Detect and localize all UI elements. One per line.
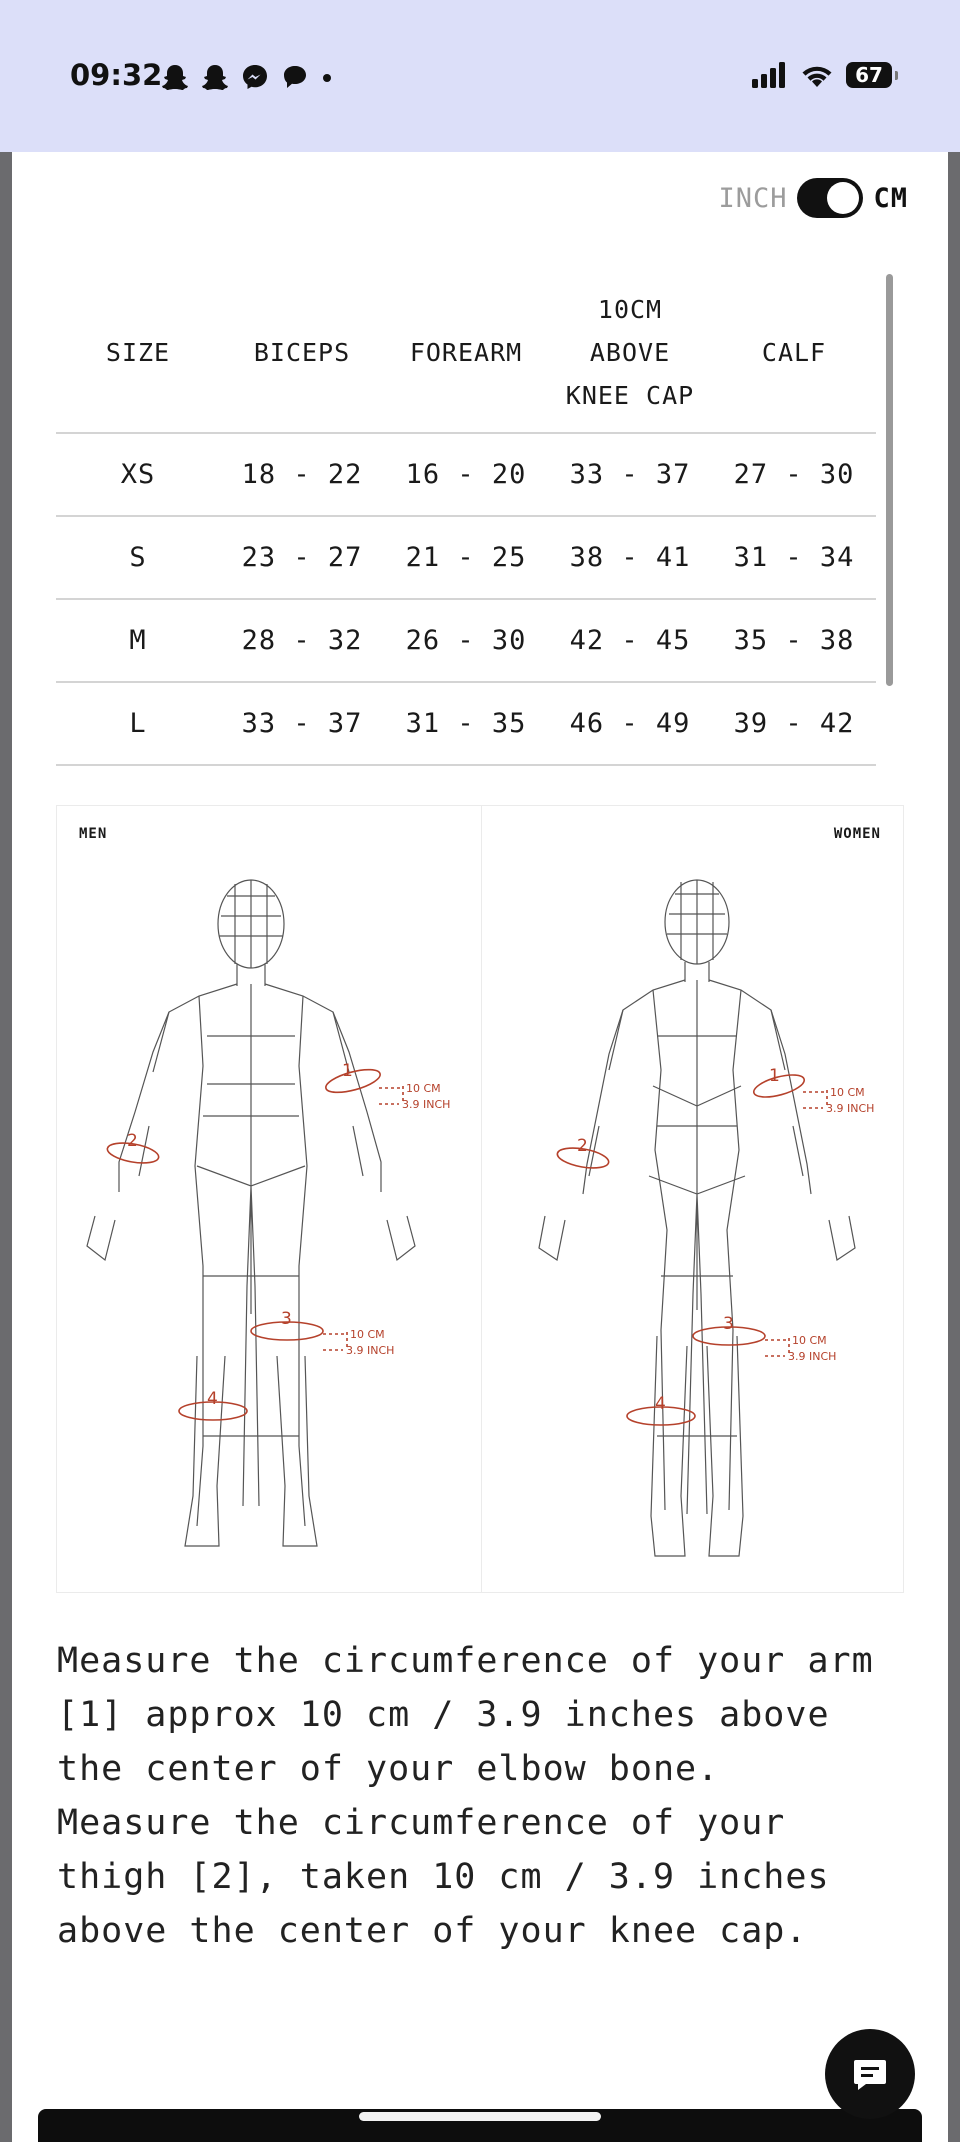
header-knee-line: ABOVE: [589, 337, 671, 367]
table-cell: 35 - 38: [712, 599, 876, 682]
table-cell: 18 - 22: [220, 433, 384, 516]
messenger-icon: [240, 62, 270, 92]
table-cell: M: [56, 599, 220, 682]
header-knee-line: KNEE CAP: [565, 380, 695, 410]
header-knee: [548, 272, 712, 433]
offset-cm-label: 10 CM: [792, 1334, 827, 1347]
offset-inch-label: 3.9 INCH: [826, 1102, 875, 1115]
table-cell: 21 - 25: [384, 516, 548, 599]
table-cell: 16 - 20: [384, 433, 548, 516]
table-cell: 27 - 30: [712, 433, 876, 516]
unit-inch-label[interactable]: INCH: [718, 182, 788, 214]
header-biceps: BICEPS: [220, 272, 384, 433]
measurement-figures: [56, 805, 904, 1593]
table-cell: XS: [56, 433, 220, 516]
snapchat-icon: [200, 62, 230, 92]
header-calf: CALF: [712, 272, 876, 433]
table-cell: 31 - 35: [384, 682, 548, 765]
dot-icon: [320, 62, 334, 92]
offset-cm-label: 10 CM: [350, 1328, 385, 1341]
chat-icon: [850, 2054, 890, 2094]
header-knee-line: 10CM: [597, 294, 663, 324]
offset-inch-label: 3.9 INCH: [346, 1344, 395, 1357]
table-cell: 46 - 49: [548, 682, 712, 765]
women-label: WOMEN: [833, 826, 881, 842]
table-cell: S: [56, 516, 220, 599]
men-label: MEN: [79, 826, 108, 842]
table-cell: 23 - 27: [220, 516, 384, 599]
table-header-row: [56, 272, 876, 433]
chat-button[interactable]: [825, 2029, 915, 2119]
table-row: [56, 433, 876, 516]
size-guide-sheet: [12, 152, 948, 2142]
marker-3-label: 3: [281, 1309, 292, 1329]
table-row: [56, 599, 876, 682]
status-bar: [0, 0, 960, 152]
marker-1-label: 1: [342, 1061, 353, 1081]
table-row: [56, 682, 876, 765]
unit-cm-label[interactable]: CM: [873, 182, 908, 214]
table-cell: 26 - 30: [384, 599, 548, 682]
header-forearm: FOREARM: [384, 272, 548, 433]
table-scrollbar[interactable]: [886, 274, 893, 686]
status-right: [752, 62, 892, 88]
chat-bubble-icon: [280, 62, 310, 92]
offset-cm-label: 10 CM: [406, 1082, 441, 1095]
table-cell: 28 - 32: [220, 599, 384, 682]
offset-cm-label: 10 CM: [830, 1086, 865, 1099]
offset-inch-label: 3.9 INCH: [788, 1350, 837, 1363]
men-figure: [57, 876, 481, 1594]
unit-switch[interactable]: [797, 178, 863, 218]
switch-knob: [827, 182, 859, 214]
table-cell: L: [56, 682, 220, 765]
table-cell: 33 - 37: [220, 682, 384, 765]
battery-indicator: 67: [846, 62, 892, 88]
header-size: SIZE: [56, 272, 220, 433]
size-table: [56, 272, 876, 766]
marker-2-label: 2: [577, 1136, 588, 1156]
table-cell: 31 - 34: [712, 516, 876, 599]
offset-inch-label: 3.9 INCH: [402, 1098, 451, 1111]
table-cell: 42 - 45: [548, 599, 712, 682]
marker-2-label: 2: [127, 1131, 138, 1151]
instruction-arm: Measure the circumference of your arm [1] approx 10 cm / 3.9 inches above the center of your elbow bone.: [57, 1641, 874, 1789]
table-cell: 33 - 37: [548, 433, 712, 516]
marker-3-label: 3: [723, 1314, 734, 1334]
measurement-instructions: [57, 1634, 917, 1958]
marker-4-label: 4: [655, 1394, 666, 1414]
cellular-signal-icon: [752, 62, 788, 88]
marker-1-label: 1: [769, 1066, 780, 1086]
table-cell: 38 - 41: [548, 516, 712, 599]
unit-toggle: [718, 178, 908, 218]
women-figure: [481, 876, 905, 1594]
table-cell: 39 - 42: [712, 682, 876, 765]
snapchat-icon: [160, 62, 190, 92]
home-indicator[interactable]: [359, 2112, 601, 2121]
status-time: 09:32: [70, 58, 163, 92]
marker-4-label: 4: [207, 1389, 218, 1409]
instruction-thigh: Measure the circumference of your thigh [2], taken 10 cm / 3.9 inches above the center of your knee cap.: [57, 1803, 830, 1951]
notification-icons: [160, 62, 334, 92]
wifi-icon: [800, 62, 834, 88]
table-row: [56, 516, 876, 599]
